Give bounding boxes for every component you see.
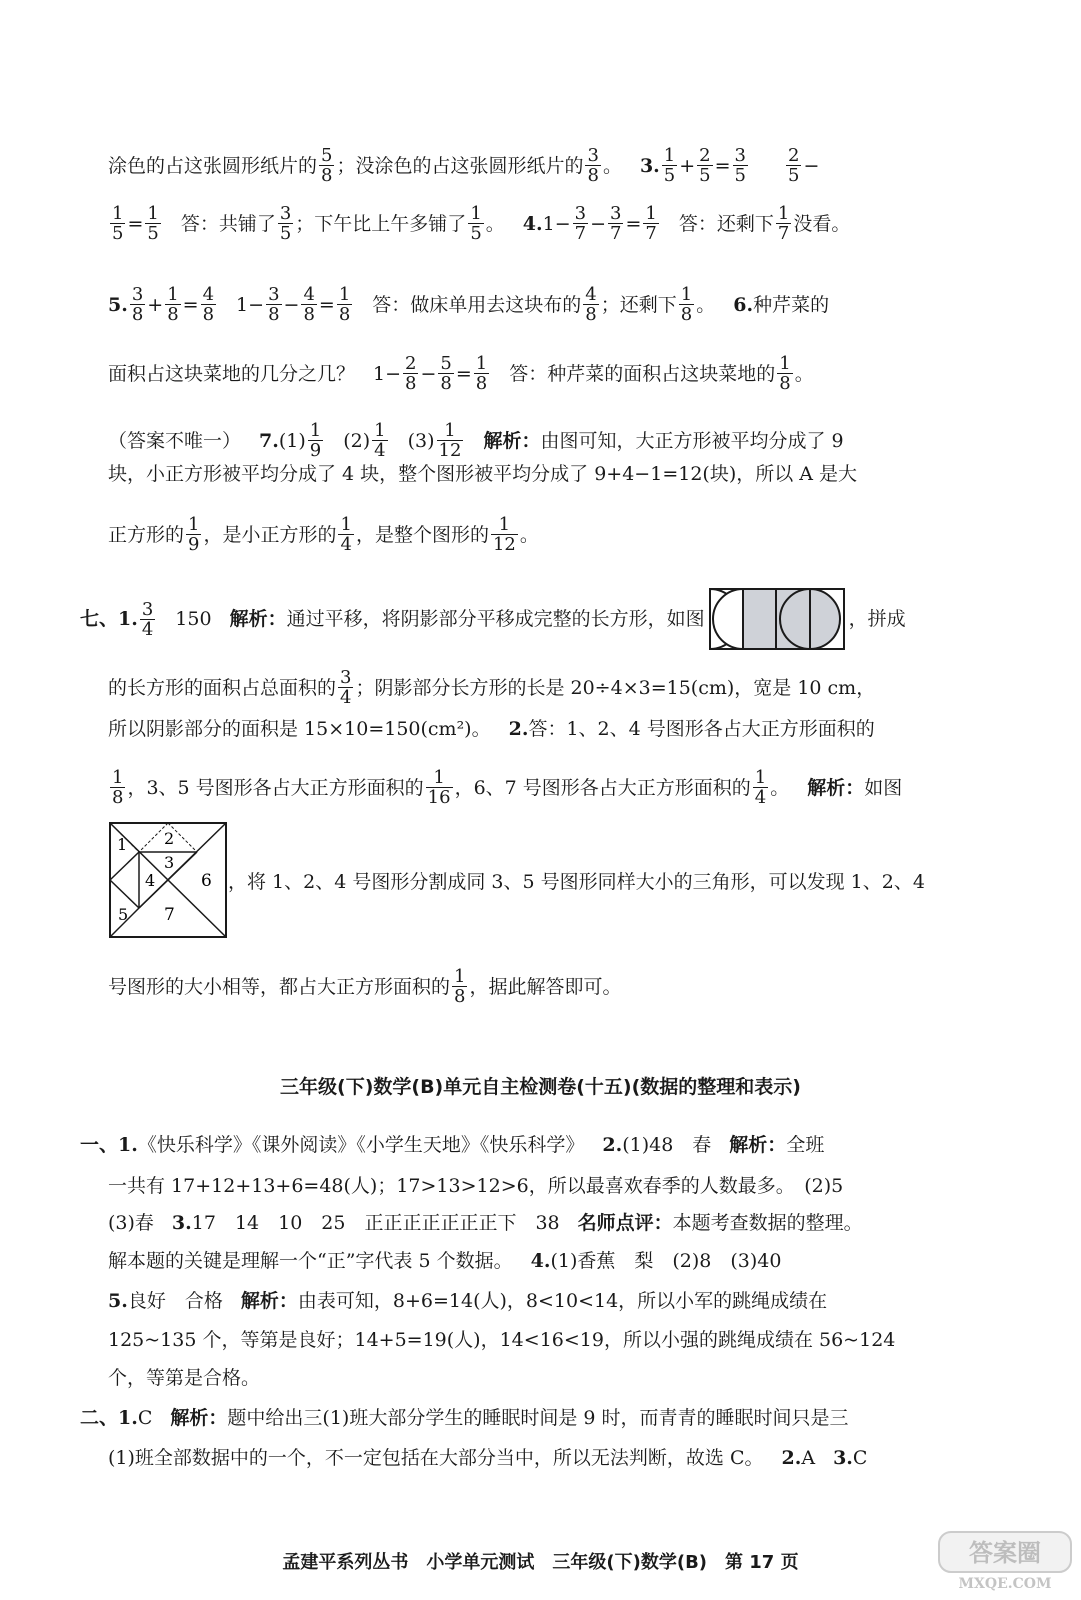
fraction: $\frac{3}{8}$ bbox=[587, 145, 599, 186]
analysis-label: 解析： bbox=[170, 1407, 228, 1429]
question-number: 6. bbox=[733, 293, 754, 316]
fraction: $\frac{1}{4}$ bbox=[374, 420, 386, 461]
answer-line bbox=[80, 1133, 824, 1157]
fraction: $\frac{3}{4}$ bbox=[340, 667, 352, 708]
question-number: 3. bbox=[171, 1212, 192, 1234]
fraction: $\frac{1}{8}$ bbox=[338, 284, 351, 325]
piece-label: 6 bbox=[201, 871, 212, 891]
fraction: $\frac{4}{8}$ bbox=[585, 284, 597, 325]
answer-line bbox=[108, 1366, 260, 1390]
answer-line bbox=[108, 668, 875, 707]
rectangle-figure bbox=[709, 588, 845, 650]
text: 如图 bbox=[864, 776, 903, 799]
section-number: 一、1. bbox=[80, 1134, 138, 1156]
answer-line: 涂色的占这张圆形纸片的 $\frac{5}{8}$ ；没涂色的占这张圆形纸片的 $\frac{3}{8}$ 。 3. $\frac{1}{5}$ + $\frac{2}{5}$ = $\frac{3}{5}$ $\frac{2}{5}$ − bbox=[108, 145, 820, 186]
piece-label: 2 bbox=[164, 829, 175, 848]
analysis-label: 解析： bbox=[240, 1290, 298, 1312]
fraction: $\frac{3}{5}$ bbox=[734, 145, 746, 186]
comment-label: 名师点评： bbox=[577, 1212, 673, 1234]
analysis-label: 解析： bbox=[229, 608, 287, 630]
answer-line bbox=[108, 717, 875, 741]
text: 答：做床单用去这块布的 bbox=[372, 293, 582, 316]
tangram-figure bbox=[109, 822, 227, 938]
answer-line: $\frac{1}{8}$ ，3、5 号图形各占大正方形面积的 $\frac{1}{16}$ ，6、7 号图形各占大正方形面积的 $\frac{1}{4}$ 。 解析： 如图 bbox=[112, 767, 903, 808]
piece-label: 5 bbox=[118, 905, 129, 924]
fraction: $\frac{3}{4}$ bbox=[141, 598, 154, 640]
svg-text:答案圈: 答案圈 bbox=[969, 1538, 1041, 1567]
page-footer: 孟建平系列丛书 小学单元测试 三年级(下)数学(B) 第 17 页 bbox=[282, 1552, 799, 1573]
fraction: $\frac{1}{8}$ bbox=[454, 966, 466, 1007]
text: 答：还剩下 bbox=[678, 212, 774, 235]
fraction: $\frac{2}{5}$ bbox=[699, 145, 711, 186]
fraction: $\frac{3}{8}$ bbox=[131, 284, 144, 325]
question-number: 4. bbox=[522, 212, 543, 235]
piece-label: 3 bbox=[164, 853, 175, 872]
text: 涂色的占这张圆形纸片的 bbox=[108, 154, 318, 177]
answer-line bbox=[108, 1174, 843, 1198]
text: 全班 bbox=[786, 1134, 825, 1156]
text: 答：共铺了 bbox=[180, 212, 276, 235]
svg-text:MXQE.COM: MXQE.COM bbox=[958, 1576, 1052, 1592]
fraction: $\frac{2}{8}$ bbox=[405, 353, 417, 394]
text: ；没涂色的占这张圆形纸片的 bbox=[336, 154, 584, 177]
fraction: $\frac{1}{8}$ bbox=[112, 767, 124, 808]
analysis-label: 解析： bbox=[483, 429, 541, 452]
answer-line: 5. $\frac{3}{8}$ + $\frac{1}{8}$ = $\frac{4}{8}$ 1− $\frac{3}{8}$ − $\frac{4}{8}$ = $\frac{1}{8}$ 答：做床单用去这块布的 $\frac{4}{8}$ ；还剩下 $\frac{1}{8}$ 。 6. 种芹菜的 bbox=[108, 284, 830, 325]
question-number: 2. bbox=[602, 1134, 623, 1156]
fraction: $\frac{1}{5}$ bbox=[663, 145, 676, 186]
question-number: 4. bbox=[530, 1250, 551, 1272]
section-title: 三年级(下)数学(B)单元自主检测卷(十五)(数据的整理和表示) bbox=[280, 1076, 801, 1098]
text: ；下午比上午多铺了 bbox=[295, 212, 467, 235]
fraction: $\frac{1}{4}$ bbox=[340, 514, 352, 555]
text: 解本题的关键是理解一个“正”字代表 5 个数据。 bbox=[108, 1250, 513, 1272]
answer-line bbox=[108, 1211, 863, 1235]
fraction: $\frac{1}{9}$ bbox=[188, 514, 200, 555]
answer-line: (1)班全部数据中的一个，不一定包括在大部分当中，所以无法判断，故选 C。 2. A 3. C bbox=[108, 1447, 868, 1469]
text: ，3、5 号图形各占大正方形面积的 bbox=[127, 776, 424, 799]
text: 个，等第是合格。 bbox=[108, 1367, 261, 1389]
text: 块，小正方形被平均分成了 4 块，整个图形被平均分成了 9+4−1=12(块)，所以 A 是大 bbox=[108, 463, 858, 485]
answer-line: $\frac{1}{5}$ = $\frac{1}{5}$ 答：共铺了 $\frac{3}{5}$ ；下午比上午多铺了 $\frac{1}{5}$ 。 4. 1− $\frac{3}{7}$ − $\frac{3}{7}$ = $\frac{1}{7}$ 答：还剩下 $\frac{1}{7}$ 没看。 bbox=[112, 203, 851, 244]
text: (1)48 春 bbox=[622, 1134, 712, 1156]
text: ，将 1、2、4 号图形分割成同 3、5 号图形同样大小的三角形，可以发现 1、2、4 bbox=[228, 871, 925, 893]
text: ；还剩下 bbox=[600, 293, 677, 316]
text: 本题考查数据的整理。 bbox=[672, 1212, 863, 1234]
fraction: $\frac{1}{5}$ bbox=[147, 203, 159, 244]
text: 正方形的 bbox=[108, 523, 185, 546]
answer-line bbox=[228, 870, 925, 894]
text: 号图形的大小相等，都占大正方形面积的 bbox=[108, 975, 451, 998]
text: 良好 合格 bbox=[127, 1290, 223, 1312]
text: (1)香蕉 梨 (2)8 (3)40 bbox=[550, 1250, 782, 1272]
answer-line: 面积占这块菜地的几分之几？ 1− $\frac{2}{8}$ − $\frac{5}{8}$ = $\frac{1}{8}$ 答：种芹菜的面积占这块菜地的 $\frac{1}{8}$ 。 bbox=[108, 353, 814, 394]
answer-line bbox=[108, 1249, 781, 1273]
answer-line bbox=[108, 1289, 827, 1313]
answer-line bbox=[108, 462, 857, 486]
answer-line bbox=[108, 1328, 895, 1352]
section-number: 二、1. bbox=[80, 1407, 138, 1429]
piece-label: 4 bbox=[145, 871, 156, 890]
fraction: $\frac{1}{5}$ bbox=[470, 203, 482, 244]
text: 。 bbox=[602, 154, 622, 177]
fraction: $\frac{3}{7}$ bbox=[610, 203, 622, 244]
text: 通过平移，将阴影部分平移成完整的长方形，如图 bbox=[286, 608, 705, 630]
answer-line: （答案不唯一） 7. (1) $\frac{1}{9}$ (2) $\frac{1}{4}$ (3) $\frac{1}{12}$ 解析： 由图可知，大正方形被平均分成了 9 bbox=[108, 420, 844, 461]
fraction: $\frac{1}{8}$ bbox=[779, 353, 791, 394]
piece-label: 1 bbox=[117, 835, 128, 854]
text: ，是小正方形的 bbox=[203, 523, 337, 546]
text: (3)春 bbox=[108, 1212, 154, 1234]
fraction: $\frac{3}{7}$ bbox=[574, 203, 587, 244]
text: ；阴影部分长方形的长是 20÷4×3=15(cm)，宽是 10 cm， bbox=[355, 676, 876, 699]
question-number: 5. bbox=[108, 1290, 128, 1312]
fraction: $\frac{5}{8}$ bbox=[321, 145, 333, 186]
analysis-label: 解析： bbox=[729, 1134, 787, 1156]
text: (1)班全部数据中的一个，不一定包括在大部分当中，所以无法判断，故选 C。 bbox=[108, 1447, 764, 1469]
text: ，是整个图形的 bbox=[355, 523, 489, 546]
text: 由图可知，大正方形被平均分成了 9 bbox=[540, 429, 844, 452]
text: 题中给出三(1)班大部分学生的睡眠时间是 9 时，而青青的睡眠时间只是三 bbox=[227, 1407, 849, 1429]
text: 《快乐科学》《课外阅读》《小学生天地》《快乐科学》 bbox=[137, 1134, 585, 1156]
question-number: 2. bbox=[508, 718, 529, 740]
text: 答：种芹菜的面积占这块菜地的 bbox=[509, 362, 776, 385]
fraction: $\frac{1}{12}$ bbox=[438, 420, 462, 461]
answer-line: 七、1. $\frac{3}{4}$ 150 解析： 通过平移，将阴影部分平移成完整的长方形，如图 ，拼成 bbox=[80, 588, 906, 650]
fraction: $\frac{4}{8}$ bbox=[202, 284, 215, 325]
fraction: $\frac{1}{4}$ bbox=[754, 767, 767, 808]
text: 一共有 17+12+13+6=48(人)；17>13>12>6，所以最喜欢春季的人数最多。 (2)5 bbox=[108, 1175, 844, 1197]
text: ，据此解答即可。 bbox=[469, 975, 622, 998]
fraction: $\frac{1}{5}$ bbox=[112, 203, 124, 244]
question-number: 2. bbox=[781, 1447, 802, 1469]
piece-label: 7 bbox=[164, 905, 175, 925]
watermark-logo bbox=[935, 1528, 1075, 1594]
question-number: 5. bbox=[108, 293, 128, 316]
answer-line: 二、1. C 解析： 题中给出三(1)班大部分学生的睡眠时间是 9 时，而青青的睡眠时间只是三 bbox=[80, 1407, 849, 1429]
question-number: 7. bbox=[259, 429, 279, 452]
text: 答：1、2、4 号图形各占大正方形面积的 bbox=[528, 718, 875, 740]
fraction: $\frac{3}{8}$ bbox=[268, 284, 280, 325]
fraction: $\frac{1}{8}$ bbox=[167, 284, 179, 325]
fraction: $\frac{1}{16}$ bbox=[427, 767, 451, 808]
text: 17 14 10 25 正正正正正正正下 38 bbox=[191, 1212, 560, 1234]
analysis-label: 解析： bbox=[807, 776, 865, 799]
text: （答案不唯一） bbox=[108, 429, 242, 452]
section-number: 七、1. bbox=[80, 608, 138, 630]
text: ，6、7 号图形各占大正方形面积的 bbox=[454, 776, 751, 799]
fraction: $\frac{4}{8}$ bbox=[303, 284, 315, 325]
text: 种芹菜的 bbox=[753, 293, 830, 316]
text: 的长方形的面积占总面积的 bbox=[108, 676, 337, 699]
answer-line: 正方形的 $\frac{1}{9}$ ，是小正方形的 $\frac{1}{4}$ ，是整个图形的 $\frac{1}{12}$ 。 bbox=[108, 514, 539, 555]
fraction: $\frac{1}{9}$ bbox=[309, 420, 322, 461]
fraction: $\frac{1}{8}$ bbox=[680, 284, 693, 325]
text: 面积占这块菜地的几分之几？ bbox=[108, 362, 356, 385]
fraction: $\frac{1}{12}$ bbox=[492, 514, 516, 555]
text: 由表可知，8+6=14(人)，8<10<14，所以小军的跳绳成绩在 bbox=[297, 1290, 828, 1312]
text: 所以阴影部分的面积是 15×10=150(cm²)。 bbox=[108, 718, 491, 740]
answer-line bbox=[108, 967, 621, 1006]
question-number: 3. bbox=[833, 1447, 853, 1469]
text: 125~135 个，等第是良好；14+5=19(人)，14<16<19，所以小强的跳绳成绩在 56~124 bbox=[108, 1329, 896, 1351]
fraction: $\frac{1}{7}$ bbox=[777, 203, 790, 244]
fraction: $\frac{3}{5}$ bbox=[279, 203, 292, 244]
question-number: 3. bbox=[639, 154, 660, 177]
fraction: $\frac{1}{8}$ bbox=[475, 353, 488, 394]
text: ，拼成 bbox=[848, 608, 906, 630]
fraction: $\frac{1}{7}$ bbox=[645, 203, 657, 244]
fraction: $\frac{5}{8}$ bbox=[440, 353, 452, 394]
fraction: $\frac{2}{5}$ bbox=[788, 145, 800, 186]
